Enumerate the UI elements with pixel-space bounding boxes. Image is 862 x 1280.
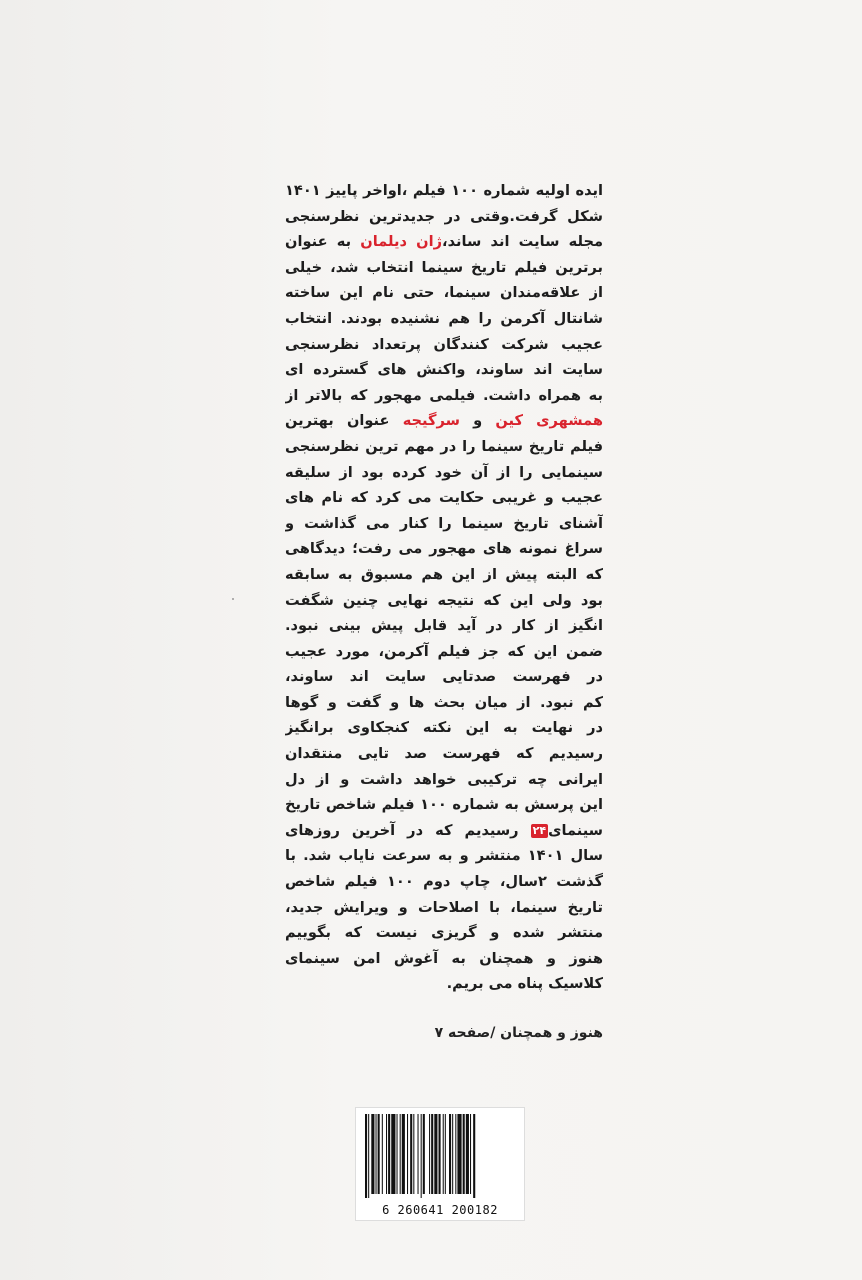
blurb-line: این پرسش به شماره ۱۰۰ فیلم شاخص تاریخ [285,796,603,814]
barcode-bar [421,1114,422,1198]
blurb-line: مجله سایت اند ساند،ژان دیلمان به عنوان [285,233,603,251]
barcode-bar [429,1114,430,1194]
blurb-line: سایت اند ساوند، واکنش های گسترده ای [285,361,603,379]
blurb-line: سینمای۲۴ رسیدیم که در آخرین روزهای [285,821,603,839]
blurb-line: شکل گرفت.وقتی در جدیدترین نظرسنجی [285,207,603,225]
barcode-bar [378,1114,380,1194]
speck [232,598,234,600]
barcode-bar [431,1114,433,1194]
barcode-bar [439,1114,441,1194]
blurb-line: گذشت ۲سال، چاپ دوم ۱۰۰ فیلم شاخص [285,873,603,891]
blurb-line: بود ولی این که نتیجه نهایی چنین شگفت [285,591,603,609]
blurb-line: سینمایی را از آن خود کرده بود از سلیقه [285,463,603,481]
barcode-bar [388,1114,390,1194]
blurb-line: از علاقه‌مندان سینما، حتی نام این ساخته [285,284,603,302]
magazine-24-badge: ۲۴ [532,823,547,837]
barcode-bar [413,1114,414,1194]
blurb-source: هنوز و همچنان /صفحه ۷ [434,1025,603,1041]
barcode-bar [457,1114,461,1194]
barcode-bar [376,1114,377,1194]
blurb-line: تاریخ سینما، با اصلاحات و ویرایش جدید، [285,898,603,916]
barcode-bar [382,1114,383,1194]
blurb-line: همشهری کین و سرگیجه عنوان بهترین [285,412,603,430]
film-title-citizen-kane: همشهری کین [495,412,603,430]
barcode-bar [397,1114,398,1194]
barcode-bar [410,1114,412,1194]
barcode-bar [400,1114,401,1194]
blurb-line: رسیدیم که فهرست صد تایی منتقدان [285,745,603,763]
barcode-bar [470,1114,471,1194]
blurb-line: سراغ نمونه های مهجور می رفت؛ دیدگاهی [285,540,603,558]
barcode-bar [386,1114,387,1194]
blurb-line: کم نبود. از میان بحث ها و گفت و گوها [285,693,603,711]
barcode-bar [407,1114,408,1194]
blurb-line: در فهرست صدتایی سایت اند ساوند، [285,668,603,686]
barcode-bar [443,1114,444,1194]
blurb-line: سال ۱۴۰۱ منتشر و به سرعت نایاب شد. با [285,847,603,865]
barcode-bar [371,1114,374,1194]
barcode [355,1107,525,1221]
blurb-line: در نهایت به این نکته کنجکاوی برانگیز [285,719,603,737]
barcode-bar [455,1114,456,1194]
film-title-vertigo: سرگیجه [402,412,460,430]
blurb-line: فیلم تاریخ سینما را در مهم ترین نظرسنجی [285,437,603,455]
barcode-bar [368,1114,369,1198]
barcode-bar [466,1114,469,1194]
blurb-line: ایده اولیه شماره ۱۰۰ فیلم ،اواخر پاییز ۱۴۰۱ [285,182,603,199]
back-cover-blurb [285,178,603,997]
blurb-line: منتشر شده و گریزی نیست که بگوییم [285,924,603,942]
blurb-line: عجیب و غریبی حکایت می کرد که نام های [285,489,603,507]
barcode-bar [391,1114,395,1194]
blurb-line: انگیز از کار در آید قابل پیش بینی نبود. [285,617,603,635]
blurb-line: عجیب شرکت کنندگان پرتعداد نظرسنجی [285,335,603,353]
barcode-bar [452,1114,453,1194]
barcode-bars [362,1114,518,1198]
blurb-line: به همراه داشت. فیلمی مهجور که بالاتر از [285,386,603,404]
blurb-line: هنوز و همچنان به آغوش امن سینمای [285,949,603,967]
blurb-line: ضمن این که جز فیلم آکرمن، مورد عجیب [285,642,603,660]
barcode-bar [445,1114,446,1194]
blurb-line: شانتال آکرمن را هم نشنیده بودند. انتخاب [285,309,603,327]
barcode-bar [434,1114,437,1194]
barcode-bar [402,1114,405,1194]
blurb-line: که البته پیش از این هم مسبوق به سابقه [285,565,603,583]
barcode-bar [418,1114,419,1194]
blurb-line: ایرانی چه ترکیبی خواهد داشت و از دل [285,770,603,788]
barcode-bar [473,1114,475,1198]
blurb-line: کلاسیک پناه می بریم. [446,975,603,993]
barcode-number: 6 260641 200182 [382,1203,498,1217]
barcode-bar [449,1114,451,1194]
blurb-line: برترین فیلم تاریخ سینما انتخاب شد، خیلی [285,258,603,276]
blurb-line: آشنای تاریخ سینما را کنار می گذاشت و [285,514,603,532]
barcode-bar [463,1114,465,1194]
barcode-bar [423,1114,425,1194]
barcode-bar [365,1114,367,1198]
film-title-jeanne-dielman: ژان دیلمان [360,233,443,251]
